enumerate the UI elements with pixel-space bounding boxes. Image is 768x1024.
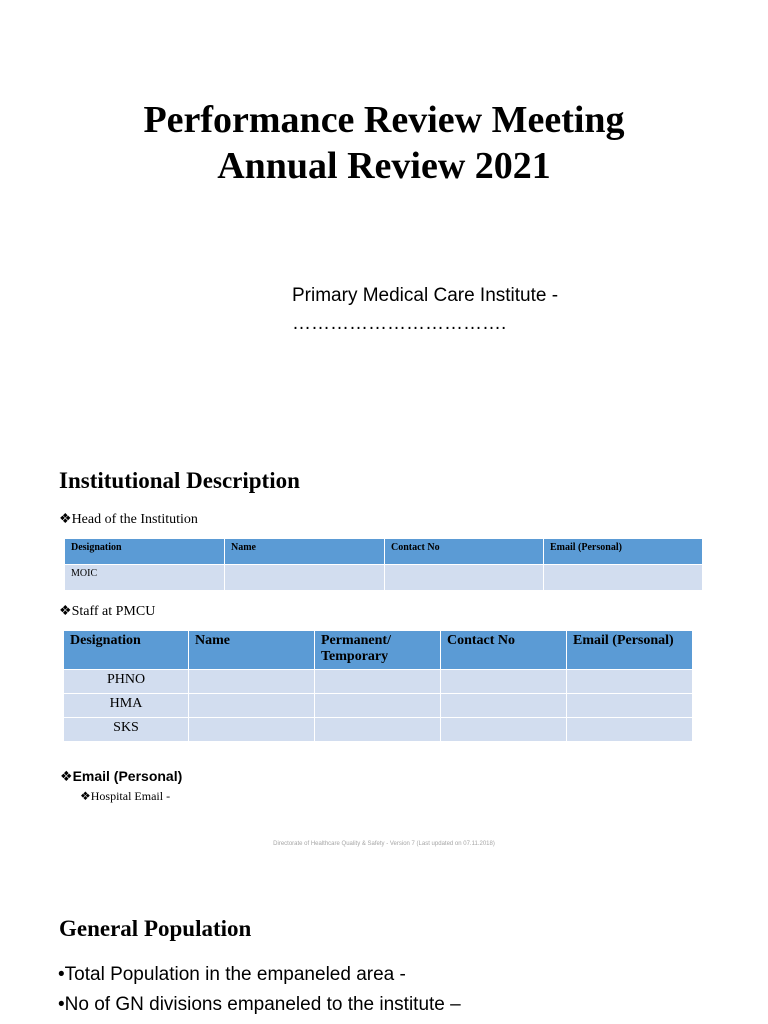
table-cell <box>567 670 693 694</box>
subtitle-line-2: ……………………………. <box>292 313 507 334</box>
table-row <box>64 670 693 694</box>
list-item-text: No of GN divisions empaneled to the institute – <box>64 994 461 1015</box>
hospital-email-text: Hospital Email - <box>90 789 171 803</box>
head-of-institution-table <box>64 538 703 591</box>
table-row <box>64 718 693 742</box>
page-title <box>0 97 768 189</box>
general-population-heading: General Population <box>59 916 252 941</box>
table-row <box>64 694 693 718</box>
column-header: Contact No <box>441 631 567 670</box>
title-line-1: Performance Review Meeting <box>143 99 625 141</box>
table-cell <box>385 565 544 591</box>
table-cell: MOIC <box>65 565 225 591</box>
column-header: Designation <box>64 631 189 670</box>
column-header: Email (Personal) <box>544 539 703 565</box>
subtitle-line-1: Primary Medical Care Institute - <box>292 285 559 306</box>
column-header: Designation <box>65 539 225 565</box>
table-cell <box>567 718 693 742</box>
column-header: Contact No <box>385 539 544 565</box>
title-line-2: Annual Review 2021 <box>217 145 551 187</box>
staff-label-text: Staff at PMCU <box>71 604 156 619</box>
table-cell: HMA <box>64 694 189 718</box>
table-row <box>65 565 703 591</box>
column-header: Email (Personal) <box>567 631 693 670</box>
table-cell <box>225 565 385 591</box>
table-header-row <box>65 539 703 565</box>
hospital-email-label <box>80 789 170 804</box>
table-cell: SKS <box>64 718 189 742</box>
bullet-icon: • <box>58 964 65 985</box>
institutional-description-heading: Institutional Description <box>59 468 300 493</box>
staff-table <box>63 630 693 742</box>
diamond-bullet-icon: ❖ <box>80 789 91 803</box>
table-cell <box>567 694 693 718</box>
table-cell <box>189 670 315 694</box>
list-item <box>58 994 461 1016</box>
table-cell <box>315 718 441 742</box>
slide-footer: Directorate of Healthcare Quality & Safety - Version 7 (Last updated on 07.11.2018) <box>273 841 495 847</box>
table-cell: PHNO <box>64 670 189 694</box>
list-item-text: Total Population in the empaneled area - <box>64 964 406 985</box>
table-header-row <box>64 631 693 670</box>
table-cell <box>315 670 441 694</box>
email-personal-label <box>60 768 182 785</box>
diamond-bullet-icon: ❖ <box>59 604 72 619</box>
head-of-institution-label <box>59 511 198 528</box>
table-cell <box>441 718 567 742</box>
table-cell <box>441 670 567 694</box>
column-header: Name <box>189 631 315 670</box>
list-item <box>58 964 406 986</box>
table-cell <box>189 694 315 718</box>
diamond-bullet-icon: ❖ <box>60 768 73 784</box>
bullet-icon: • <box>58 994 65 1015</box>
staff-label <box>59 603 155 620</box>
head-of-institution-text: Head of the Institution <box>71 512 198 527</box>
email-personal-text: Email (Personal) <box>72 768 183 784</box>
subtitle <box>292 282 712 338</box>
table-cell <box>544 565 703 591</box>
diamond-bullet-icon: ❖ <box>59 512 72 527</box>
table-cell <box>189 718 315 742</box>
table-cell <box>441 694 567 718</box>
column-header: Permanent/ Temporary <box>315 631 441 670</box>
column-header: Name <box>225 539 385 565</box>
table-cell <box>315 694 441 718</box>
